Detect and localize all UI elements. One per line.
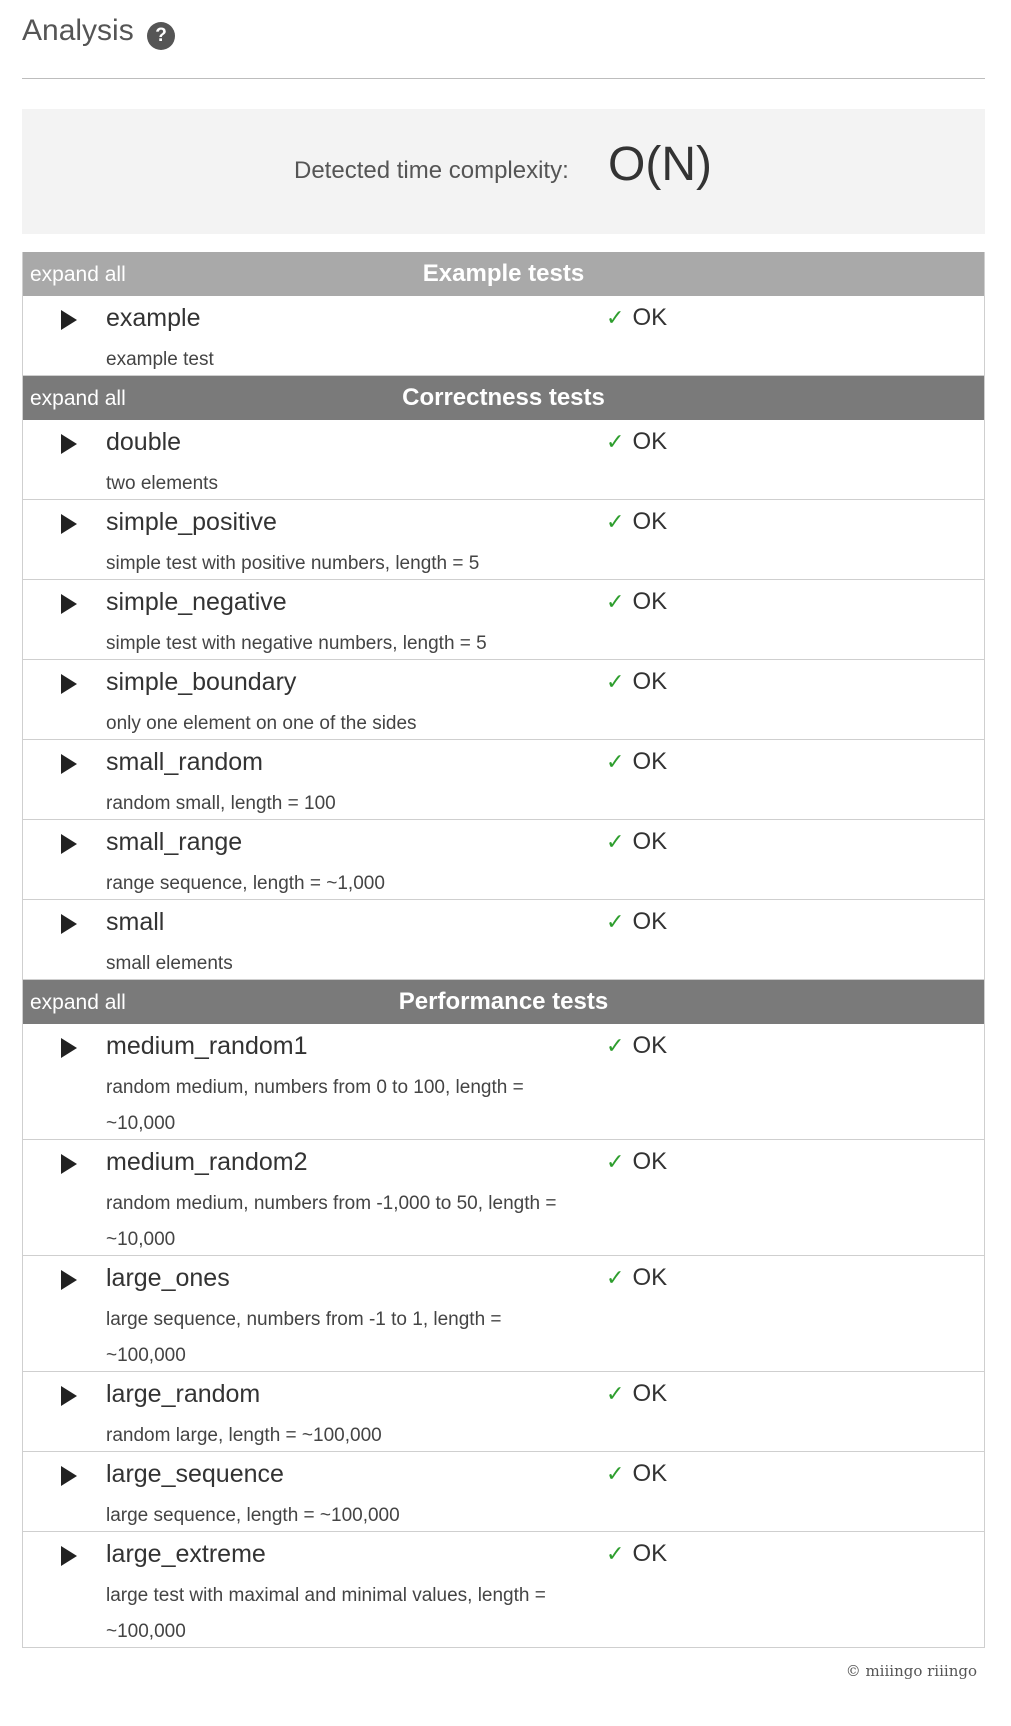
complexity-box (22, 109, 985, 234)
test-desc: large test with maximal and minimal values, length = ~100,000 (106, 1585, 546, 1642)
test-name: simple_boundary (106, 668, 297, 696)
expand-triangle-icon[interactable] (61, 1466, 77, 1486)
expand-triangle-icon[interactable] (61, 754, 77, 774)
result-text: OK (632, 1540, 668, 1567)
test-result (606, 748, 667, 776)
expand-triangle-icon[interactable] (61, 1386, 77, 1406)
test-result (606, 1148, 667, 1176)
test-name: large_sequence (106, 1460, 284, 1488)
test-result (606, 828, 667, 856)
expand-triangle-icon[interactable] (61, 514, 77, 534)
analysis-panel (22, 0, 985, 1648)
section-header-performance (23, 980, 984, 1024)
expand-triangle-icon[interactable] (61, 1154, 77, 1174)
test-name: small_random (106, 748, 264, 776)
expand-triangle-icon[interactable] (61, 1270, 77, 1290)
test-row (23, 420, 984, 500)
test-desc: random large, length = ~100,000 (106, 1425, 382, 1446)
result-text: OK (632, 668, 668, 695)
test-row (23, 1140, 984, 1256)
test-name: medium_random2 (106, 1148, 308, 1176)
result-text: OK (632, 428, 668, 455)
test-row (23, 1532, 984, 1647)
test-desc: only one element on one of the sides (106, 713, 417, 734)
check-icon: ✓ (606, 829, 625, 854)
test-name: small_range (106, 828, 243, 856)
result-text: OK (632, 908, 668, 935)
check-icon: ✓ (606, 1033, 625, 1058)
check-icon: ✓ (606, 429, 625, 454)
section-header-correctness (23, 376, 984, 420)
test-name: large_ones (106, 1264, 230, 1292)
test-desc: simple test with positive numbers, length = 5 (106, 553, 480, 574)
test-desc: small elements (106, 953, 233, 974)
test-desc: large sequence, numbers from -1 to 1, length = ~100,000 (106, 1309, 502, 1366)
test-name: small (106, 908, 165, 936)
test-row (23, 1372, 984, 1452)
test-row (23, 580, 984, 660)
result-text: OK (632, 828, 668, 855)
tests-table (22, 252, 985, 1648)
test-desc: random medium, numbers from -1,000 to 50, length = ~10,000 (106, 1193, 557, 1250)
check-icon: ✓ (606, 509, 625, 534)
test-result (606, 588, 667, 616)
title-row (22, 0, 985, 79)
complexity-label: Detected time complexity: (294, 157, 569, 184)
result-text: OK (632, 304, 668, 331)
test-desc: random small, length = 100 (106, 793, 336, 814)
expand-triangle-icon[interactable] (61, 310, 77, 330)
result-text: OK (632, 1460, 668, 1487)
test-name: simple_positive (106, 508, 277, 536)
test-row (23, 900, 984, 980)
result-text: OK (632, 1148, 668, 1175)
watermark: © miiingo riiingo (845, 1662, 977, 1680)
expand-all-link[interactable]: expand all (30, 991, 126, 1014)
test-row (23, 1024, 984, 1140)
expand-triangle-icon[interactable] (61, 594, 77, 614)
test-result (606, 1460, 667, 1488)
result-text: OK (632, 1380, 668, 1407)
test-name: large_random (106, 1380, 261, 1408)
page-title: Analysis (22, 14, 134, 47)
result-text: OK (632, 1032, 668, 1059)
test-row (23, 740, 984, 820)
test-name: double (106, 428, 182, 456)
expand-triangle-icon[interactable] (61, 914, 77, 934)
result-text: OK (632, 748, 668, 775)
complexity-value: O(N) (608, 138, 712, 191)
test-row (23, 1452, 984, 1532)
expand-triangle-icon[interactable] (61, 1546, 77, 1566)
test-result (606, 428, 667, 456)
expand-triangle-icon[interactable] (61, 674, 77, 694)
test-row (23, 820, 984, 900)
test-desc: random medium, numbers from 0 to 100, length = ~10,000 (106, 1077, 524, 1134)
check-icon: ✓ (606, 305, 625, 330)
check-icon: ✓ (606, 909, 625, 934)
test-result (606, 508, 667, 536)
check-icon: ✓ (606, 749, 625, 774)
test-row (23, 500, 984, 580)
test-result (606, 1540, 667, 1568)
test-name: large_extreme (106, 1540, 266, 1568)
help-icon[interactable]: ? (147, 22, 175, 50)
section-title: Example tests (422, 260, 585, 287)
expand-triangle-icon[interactable] (61, 434, 77, 454)
expand-triangle-icon[interactable] (61, 1038, 77, 1058)
check-icon: ✓ (606, 669, 625, 694)
test-result (606, 1032, 667, 1060)
check-icon: ✓ (606, 589, 625, 614)
check-icon: ✓ (606, 1381, 625, 1406)
section-title: Correctness tests (402, 384, 605, 411)
check-icon: ✓ (606, 1461, 625, 1486)
test-desc: two elements (106, 473, 218, 494)
result-text: OK (632, 508, 668, 535)
section-title: Performance tests (398, 988, 609, 1015)
test-result (606, 1380, 667, 1408)
test-row (23, 1256, 984, 1372)
test-result (606, 304, 667, 332)
result-text: OK (632, 588, 668, 615)
expand-triangle-icon[interactable] (61, 834, 77, 854)
test-row (23, 296, 984, 376)
test-result (606, 908, 667, 936)
result-text: OK (632, 1264, 668, 1291)
test-name: example (106, 304, 201, 332)
test-desc: simple test with negative numbers, length = 5 (106, 633, 487, 654)
test-row (23, 660, 984, 740)
test-name: simple_negative (106, 588, 287, 616)
check-icon: ✓ (606, 1149, 625, 1174)
check-icon: ✓ (606, 1265, 625, 1290)
section-header-example (23, 252, 984, 296)
expand-all-link[interactable]: expand all (30, 387, 126, 410)
test-desc: example test (106, 349, 214, 370)
test-name: medium_random1 (106, 1032, 308, 1060)
test-desc: large sequence, length = ~100,000 (106, 1505, 400, 1526)
expand-all-link[interactable]: expand all (30, 263, 126, 286)
check-icon: ✓ (606, 1541, 625, 1566)
test-result (606, 1264, 667, 1292)
test-desc: range sequence, length = ~1,000 (106, 873, 385, 894)
test-result (606, 668, 667, 696)
